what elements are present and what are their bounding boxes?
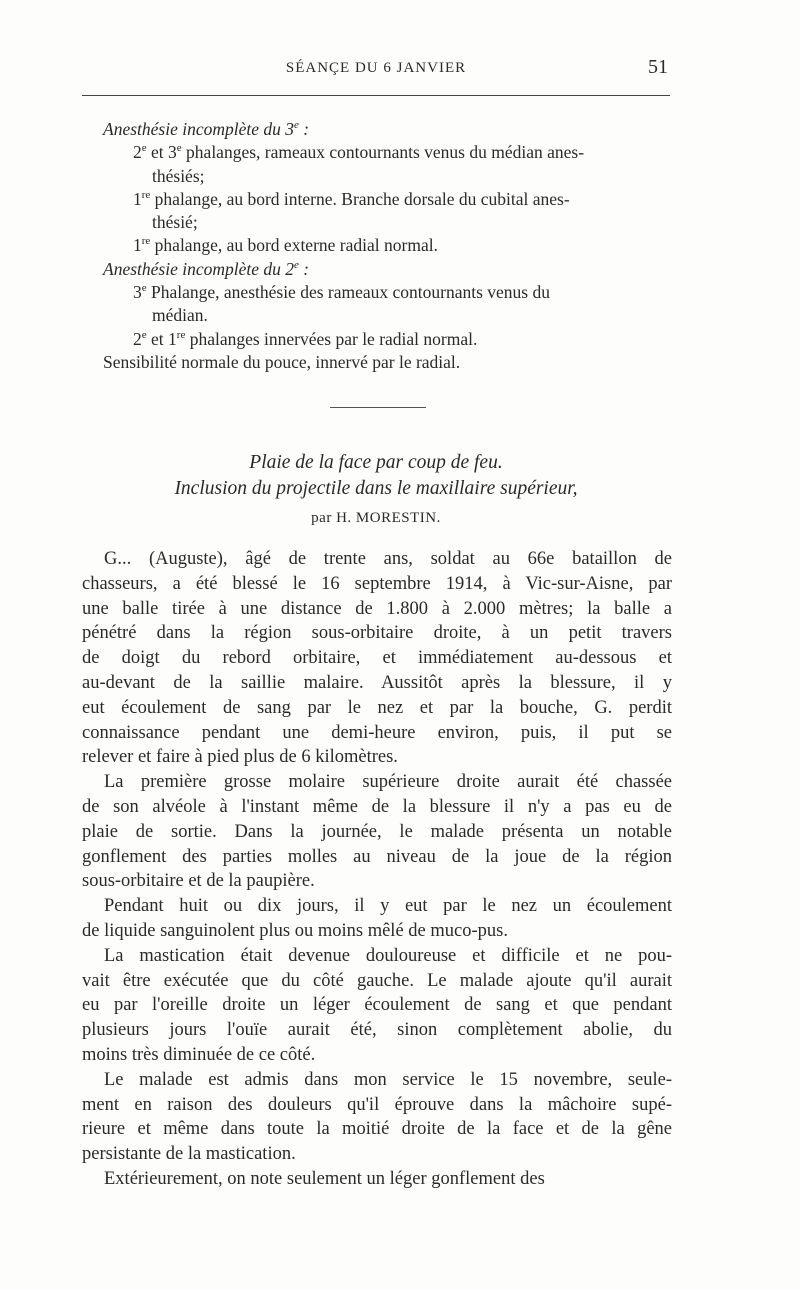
notes-item: 2e et 3e phalanges, rameaux contournants venus du médian anes- [133,142,585,163]
notes-heading-2: Anesthésie incomplète du 2e : [103,258,310,279]
paragraph-line: connaissance pendant une demi-heure environ, puis, il put se [82,722,672,743]
article-title-line-2: Inclusion du projectile dans le maxillaire supérieur, [174,478,578,499]
paragraph-line: Pendant huit ou dix jours, il y eut par le nez un écoulement [104,896,672,917]
page-header [82,56,670,86]
paragraph-line: La mastication était devenue douloureuse et difficile et ne pou- [104,945,672,966]
article-paragraph [82,547,672,770]
paragraph-line: Extérieurement, on note seulement un léger gonflement des [104,1168,545,1189]
notes-heading-3: Anesthésie incomplète du 3e : [103,119,310,139]
paragraph-line: plaie de sortie. Dans la journée, le malade présenta un notable [82,821,672,842]
paragraph-line: persistante de la mastication. [82,1144,296,1165]
paragraph-line: de liquide sanguinolent plus ou moins mêlé de muco-pus. [82,920,508,941]
paragraph-line: gonflement des parties molles au niveau de la joue de la région [82,846,672,867]
article-paragraph [82,894,672,944]
paragraph-line: Le malade est admis dans mon service le 15 novembre, seule- [104,1069,672,1090]
notes-item-continuation: médian. [152,305,208,326]
paragraph-line: moins très diminuée de ce côté. [82,1044,316,1065]
paragraph-line: ment en raison des douleurs qu'il éprouve dans la mâchoire supé- [82,1094,672,1115]
article-title-line-1: Plaie de la face par coup de feu. [249,452,503,473]
paragraph-line: au-devant de la saillie malaire. Aussitôt après la blessure, il y [82,672,672,693]
notes-closing: Sensibilité normale du pouce, innervé par le radial. [103,351,461,372]
section-separator [330,407,426,408]
notes-item: 1re phalange, au bord externe radial normal. [133,235,438,256]
paragraph-line: vait être exécutée que du côté gauche. Le malade ajoute qu'il aurait [82,970,672,991]
running-title: SÉANÇE DU 6 JANVIER [285,60,467,76]
paragraph-line: pénétré dans la région sous-orbitaire droite, à un petit travers [82,623,672,644]
header-rule [82,95,670,96]
notes-item-continuation: thésié; [152,212,198,233]
article-paragraph [82,1167,672,1192]
article-paragraph [82,944,672,1068]
paragraph-line: sous-orbitaire et de la paupière. [82,871,315,892]
article-body [82,547,672,1192]
article-byline: par H. MORESTIN. [311,510,441,526]
paragraph-line: une balle tirée à une distance de 1.800 à 2.000 mètres; la balle a [82,598,672,619]
paragraph-line: relever et faire à pied plus de 6 kilomètres. [82,747,398,768]
paragraph-line: rieure et même dans toute la moitié droite de la face et de la gêne [82,1119,672,1140]
notes-item: 3e Phalange, anesthésie des rameaux contournants venus du [133,282,550,303]
paragraph-line: eu par l'oreille droite un léger écoulement de sang et que pendant [82,995,672,1016]
notes-item: 2e et 1re phalanges innervées par le radial normal. [133,328,478,349]
paragraph-line: de doigt du rebord orbitaire, et immédiatement au-dessous et [82,648,672,669]
paragraph-line: chasseurs, a été blessé le 16 septembre 1914, à Vic-sur-Aisne, par [82,573,672,594]
paragraph-line: G... (Auguste), âgé de trente ans, soldat au 66e bataillon de [104,549,672,569]
paragraph-line: de son alvéole à l'instant même de la blessure il n'y a pas eu de [82,796,672,817]
paragraph-line: La première grosse molaire supérieure droite aurait été chassée [104,772,672,793]
article-paragraph [82,770,672,894]
article-paragraph [82,1068,672,1167]
article-title-block [82,450,670,530]
paragraph-line: eut écoulement de sang par le nez et par la bouche, G. perdit [82,697,672,718]
notes-item-continuation: thésiés; [152,165,205,186]
paragraph-line: plusieurs jours l'ouïe aurait été, sinon complètement abolie, du [82,1020,672,1041]
notes-item: 1re phalange, au bord interne. Branche dorsale du cubital anes- [133,188,570,209]
page-number: 51 [648,56,668,78]
notes-block [103,118,675,374]
